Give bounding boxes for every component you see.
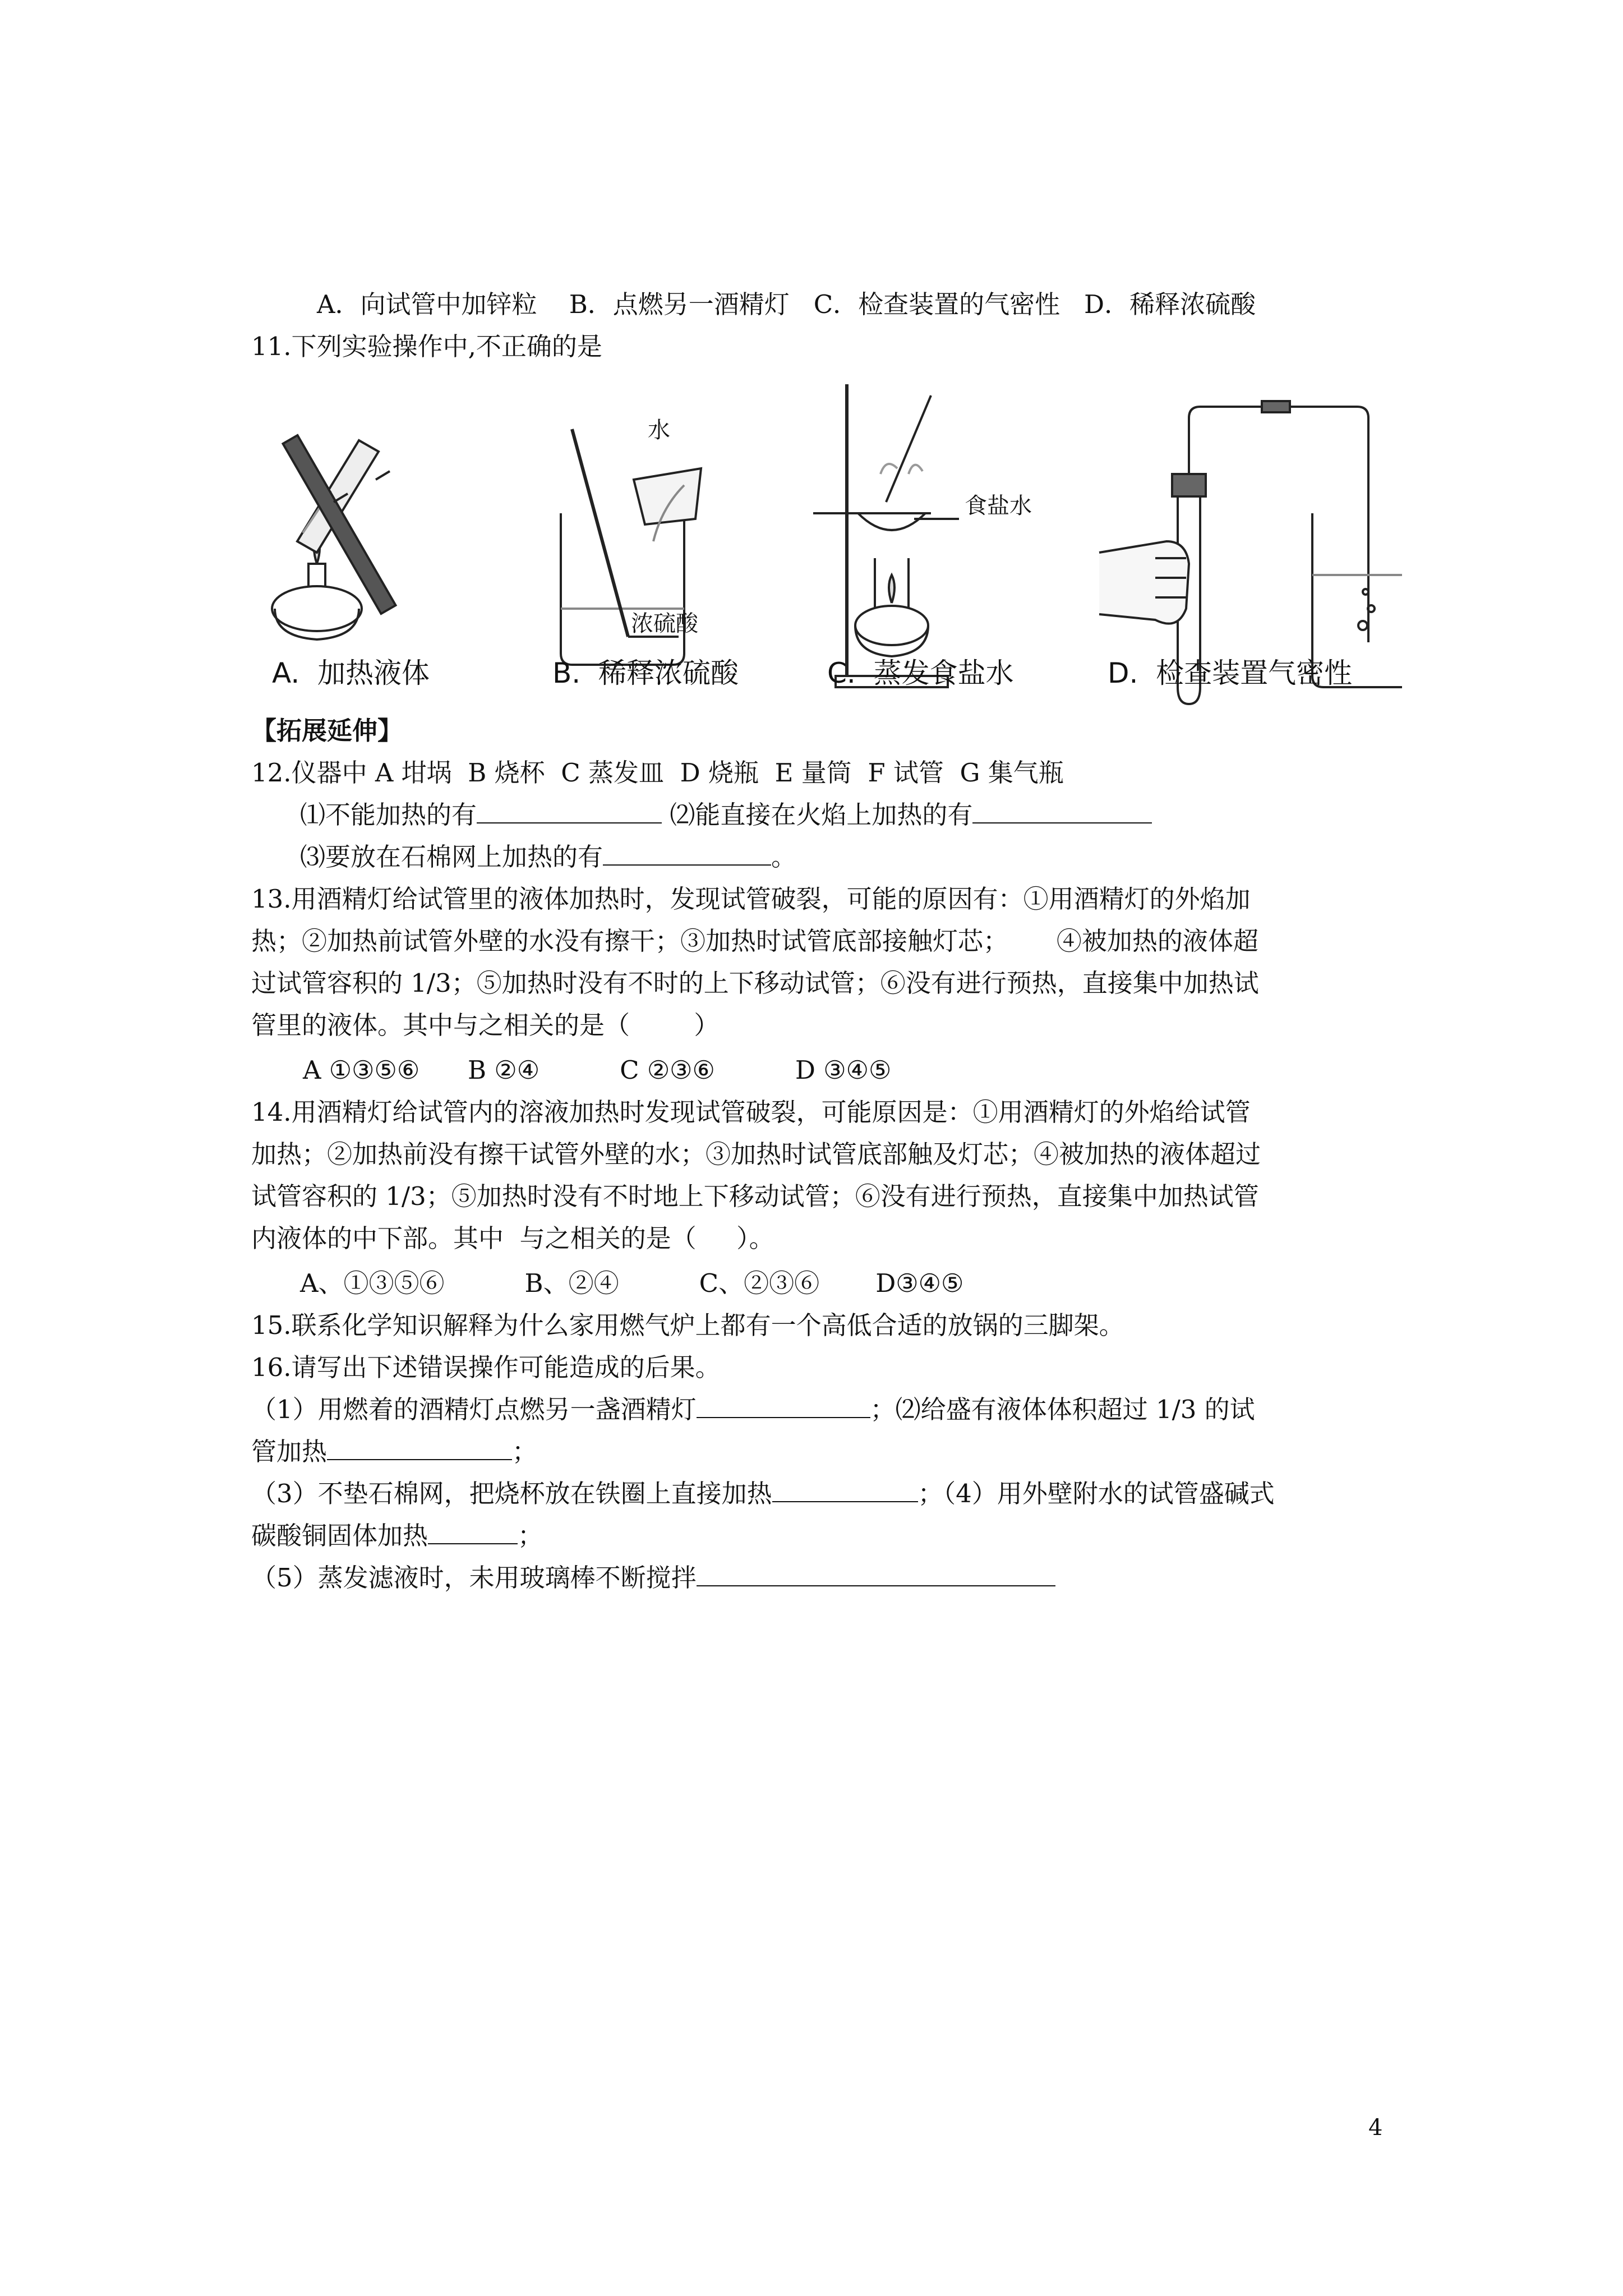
caption-b: B. 稀释浓硫酸 [552,657,739,689]
answer-blank[interactable] [697,1563,1055,1586]
q16-line1: （1）用燃着的酒精灯点燃另一盏酒精灯 ；⑵给盛有液体体积超过 1/3 的试 [251,1395,1255,1424]
answer-blank[interactable] [697,1395,870,1418]
q13-line3: 过试管容积的 1/3；⑤加热时没有不时的上下移动试管；⑥没有进行预热，直接集中加热试 [251,968,1259,998]
q14-line3: 试管容积的 1/3；⑤加热时没有不时地上下移动试管；⑥没有进行预热，直接集中加热试管 [251,1181,1259,1211]
conc-acid-label: 浓硫酸 [631,611,698,637]
answer-blank[interactable] [772,1479,918,1502]
salt-water-label: 食盐水 [965,493,1032,519]
evaporating-salt-water-illustration [813,384,959,687]
q12-stem: 12.仪器中 A 坩埚 B 烧杯 C 蒸发皿 D 烧瓶 E 量筒 F 试管 G 集气瓶 [251,758,1064,788]
q12-line2: ⑶要放在石棉网上加热的有 。 [300,842,797,872]
page-number: 4 [1368,2115,1383,2141]
q12-line1: ⑴不能加热的有 ⑵能直接在火焰上加热的有 [300,797,1152,834]
q10-options: A．向试管中加锌粒 B．点燃另一酒精灯 C．检查装置的气密性 D．稀释浓硫酸 [317,289,1256,319]
section-title: 【拓展延伸】 [251,716,403,746]
q14-options: A、①③⑤⑥ B、②④ C、②③⑥ D③④⑤ [300,1268,964,1298]
q16-line3: （3）不垫石棉网，把烧杯放在铁圈上直接加热 ；（4）用外壁附水的试管盛碱式 [251,1479,1275,1508]
answer-blank[interactable] [428,1521,518,1544]
answer-blank[interactable] [603,842,771,866]
water-label: 水 [648,417,670,443]
caption-a: A. 加热液体 [272,657,430,689]
q16-line4: 碳酸铜固体加热 ； [251,1521,543,1550]
heating-liquid-illustration [272,435,395,639]
q16-stem: 16.请写出下述错误操作可能造成的后果。 [251,1352,721,1382]
q14-line2: 加热；②加热前没有擦干试管外壁的水；③加热时试管底部触及灯芯；④被加热的液体超过 [251,1139,1261,1169]
q11-stem: 11.下列实验操作中,不正确的是 [251,332,602,361]
q14-line1: 14.用酒精灯给试管内的溶液加热时发现试管破裂，可能原因是：①用酒精灯的外焰给试管 [251,1097,1251,1127]
caption-c: C. 蒸发食盐水 [827,657,1014,689]
q13-line1: 13.用酒精灯给试管里的液体加热时，发现试管破裂，可能的原因有：①用酒精灯的外焰加 [251,884,1251,914]
caption-d: D. 检查装置气密性 [1108,657,1353,689]
answer-blank[interactable] [327,1437,512,1460]
q13-line2: 热；②加热前试管外壁的水没有擦干；③加热时试管底部接触灯芯； ④被加热的液体超 [251,926,1258,956]
q16-line5: （5）蒸发滤液时，未用玻璃棒不断搅拌 [251,1559,1055,1596]
q13-line4: 管里的液体。其中与之相关的是（ ） [251,1010,720,1040]
answer-blank[interactable] [477,800,662,823]
q13-options: A ①③⑤⑥ B ②④ C ②③⑥ D ③④⑤ [303,1055,892,1085]
q14-line4: 内液体的中下部。其中 与之相关的是（ ）。 [251,1223,774,1253]
answer-blank[interactable] [972,800,1152,823]
q16-line2: 管加热 ； [251,1437,538,1466]
q15-stem: 15.联系化学知识解释为什么家用燃气炉上都有一个高低合适的放锅的三脚架。 [251,1310,1124,1340]
